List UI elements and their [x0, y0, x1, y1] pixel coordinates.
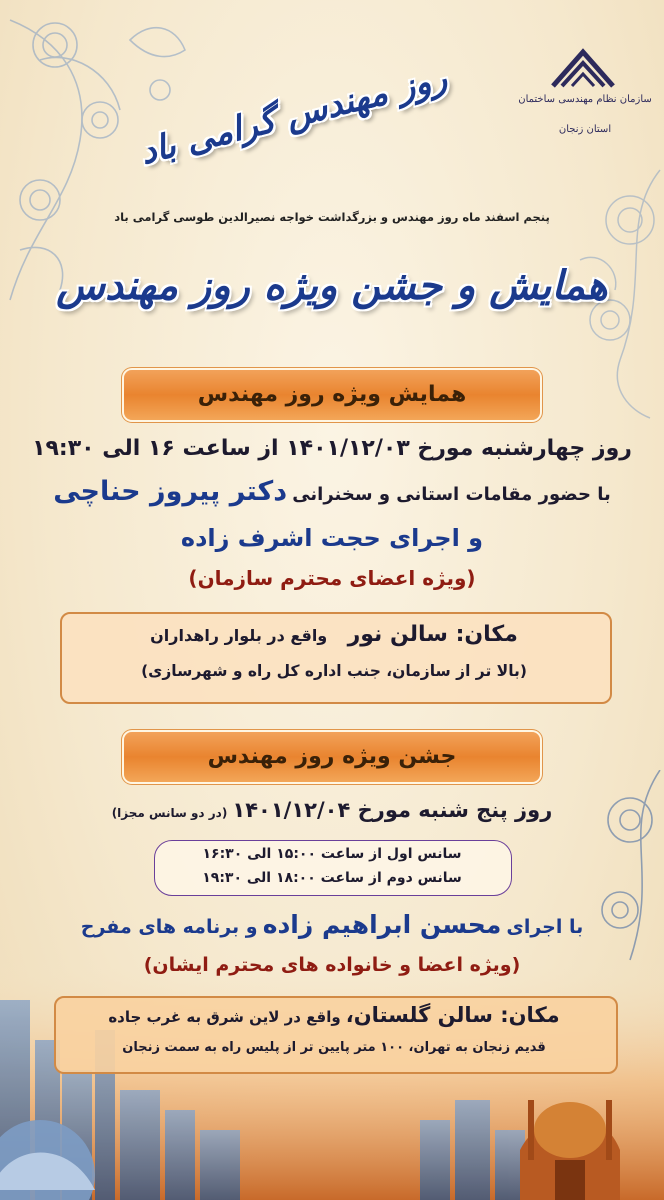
conference-date-line: روز چهارشنبه مورخ ۱۴۰۱/۱۲/۰۳ از ساعت ۱۶ الی ۱۹:۳۰ [32, 436, 632, 461]
celebration-location-text: واقع در لاین شرق به غرب جاده [108, 1008, 341, 1026]
celebration-banner [124, 732, 540, 782]
header-subtitle: پنجم اسفند ماه روز مهندس و بزرگداشت خواجه نصیرالدین طوسی گرامی باد [114, 210, 550, 224]
conference-banner-label: همایش ویژه روز مهندس [197, 382, 467, 407]
session-1: سانس اول از ساعت ۱۵:۰۰ الی ۱۶:۳۰ [202, 846, 462, 862]
performer-prefix: با اجرای [506, 916, 584, 938]
calligraphy-title: روز مهندس گرامی باد [136, 57, 451, 173]
celebration-date: روز پنج شنبه مورخ ۱۴۰۱/۱۲/۰۴ [232, 798, 553, 822]
performer-suffix: و برنامه های مفرح [80, 916, 258, 938]
celebration-location-line-2: قدیم زنجان به تهران، ۱۰۰ متر پایین تر از پلیس راه به سمت زنجان [122, 1040, 546, 1055]
conference-location-detail: (بالا تر از سازمان، جنب اداره کل راه و شهرسازی) [141, 662, 527, 680]
main-title: همایش و جشن ویژه روز مهندس [56, 262, 608, 309]
celebration-date-line [0, 798, 664, 822]
conference-location-street: واقع در بلوار راهداران [150, 626, 328, 645]
conference-speaker-line [0, 476, 664, 507]
conference-performer: و اجرای حجت اشرف زاده [180, 524, 484, 552]
speaker-prefix: با حضور مقامات استانی و سخنرانی [292, 484, 611, 505]
organization-logo-icon [548, 46, 618, 92]
celebration-location-line-1 [54, 1003, 614, 1027]
celebration-date-note: (در دو سانس مجزا) [111, 806, 228, 820]
conference-audience: (ویژه اعضای محترم سازمان) [188, 566, 476, 590]
conference-location-label: مکان: سالن نور [347, 622, 518, 647]
celebration-audience: (ویژه اعضا و خانواده های محترم ایشان) [143, 954, 521, 976]
logo-line-2: استان زنجان [558, 124, 612, 135]
celebration-performer-line [0, 910, 664, 939]
celebration-location-label: مکان: سالن گلستان، [345, 1003, 560, 1027]
logo-line-1: سازمان نظام مهندسی ساختمان [518, 94, 652, 105]
conference-location-line [60, 622, 608, 647]
session-2: سانس دوم از ساعت ۱۸:۰۰ الی ۱۹:۳۰ [202, 870, 462, 886]
performer-name: محسن ابراهیم زاده [262, 910, 502, 939]
conference-banner [124, 370, 540, 420]
speaker-name: دکتر پیروز حناچی [53, 476, 288, 507]
celebration-banner-label: جشن ویژه روز مهندس [207, 744, 457, 769]
